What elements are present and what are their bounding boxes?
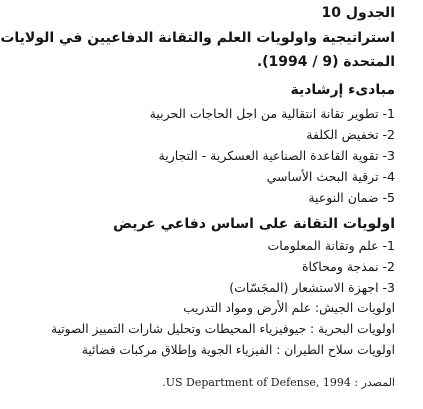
principle-item-5: 5- ضمان النوعية [308, 190, 395, 205]
navy-priority: اولويات البحرية : جيوفيزياء المحيطات وتحليل شارات التمييز الصوتية [51, 322, 395, 336]
tech-priority-item-3: 3- اجهزة الاستشعار (المجَسّات) [229, 280, 395, 295]
air-force-priority: اولويات سلاح الطيران : الفيزياء الجوية وإطلاق مركبات فضائية [81, 343, 395, 357]
section-heading-guiding-principles: مبادىء إرشادية [290, 82, 395, 98]
principle-item-3: 3- تقوية القاعدة الصناعية العسكرية - التجارية [158, 148, 395, 163]
section-heading-defense-tech-priorities: اولويات التقانة على اساس دفاعي عريض [113, 216, 395, 232]
army-priority: اولويات الجيش: علم الأرض ومواد التدريب [183, 301, 395, 315]
tech-priority-item-2: 2- نمذجة ومحاكاة [301, 259, 395, 274]
principle-item-1: 1- تطوير تقانة انتقالية من اجل الحاجات الحربية [149, 106, 395, 121]
table-title-line-2: المتحدة (9 / 1994). [256, 54, 395, 70]
principle-item-4: 4- ترقية البحث الأساسي [266, 169, 395, 184]
source-note [162, 376, 395, 389]
source-label: المصدر : [354, 376, 395, 389]
source-text: US Department of Defense, 1994. [162, 376, 351, 389]
table-label: الجدول 10 [321, 5, 395, 21]
tech-priority-item-1: 1- علم وتقانة المعلومات [267, 238, 395, 253]
principle-item-2: 2- تخفيض الكلفة [306, 127, 395, 142]
table-title-line-1: استراتيجية واولويات العلم والتقانة الدفاعيين في الولايات [0, 30, 395, 46]
